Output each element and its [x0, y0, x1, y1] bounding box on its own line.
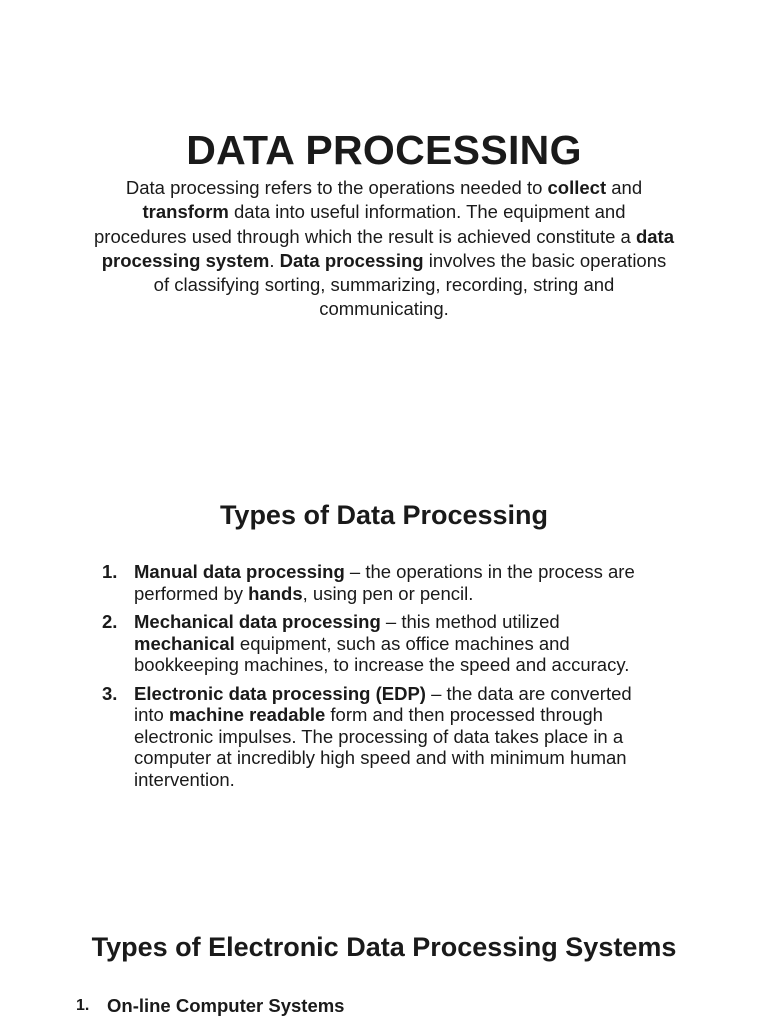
- list-item-electronic: [0, 683, 664, 791]
- item-label: On-line Computer Systems: [107, 995, 345, 1016]
- intro-bold-data-processing: Data processing: [279, 249, 424, 271]
- item-text: – this method utilized: [380, 611, 560, 632]
- list-item-online: [0, 995, 768, 1017]
- list-item-manual: [0, 561, 664, 604]
- intro-text-2: and: [606, 177, 643, 198]
- intro-text-4: .: [269, 249, 280, 271]
- item-term: Mechanical data processing: [134, 611, 381, 632]
- item-text: form and then processed through electronic impulses. The processing of data takes place in a computer at incredibly high speed and with minimum human intervention.: [134, 704, 627, 790]
- types-list: [0, 561, 768, 797]
- item-keyword: mechanical: [134, 632, 235, 654]
- list-number: 2.: [102, 611, 118, 632]
- intro-bold-collect: collect: [547, 177, 607, 198]
- item-keyword: machine readable: [168, 704, 326, 725]
- item-term: Electronic data processing (EDP): [134, 682, 426, 704]
- list-item-mechanical: [0, 611, 664, 676]
- item-text: equipment, such as office machines and bookkeeping machines, to increase the speed and accuracy.: [134, 632, 630, 675]
- item-term: Manual data processing: [134, 561, 345, 582]
- intro-paragraph: [94, 176, 674, 322]
- list-number: 1.: [76, 997, 90, 1014]
- item-keyword: hands: [248, 582, 303, 604]
- intro-bold-system: data processing system: [101, 225, 675, 271]
- item-text: , using pen or pencil.: [302, 582, 474, 604]
- intro-text-5: involves the basic operations of classifying sorting, summarizing, recording, string and communicating.: [153, 249, 667, 320]
- intro-bold-transform: transform: [142, 201, 229, 223]
- intro-text-3: data into useful information. The equipment and procedures used through which the result is achieved constitute a: [94, 201, 636, 247]
- list-number: 3.: [102, 682, 118, 704]
- item-text: – the data are converted into: [134, 682, 632, 725]
- item-text: – the operations in the process are performed by: [134, 561, 635, 604]
- intro-text-1: Data processing refers to the operations needed to: [125, 177, 548, 198]
- list-number: 1.: [102, 561, 118, 582]
- edp-types-list: [0, 995, 768, 1017]
- edp-types-heading: Types of Electronic Data Processing Systems: [91, 932, 677, 962]
- types-heading: Types of Data Processing: [219, 500, 549, 530]
- page-title: DATA PROCESSING: [186, 127, 582, 173]
